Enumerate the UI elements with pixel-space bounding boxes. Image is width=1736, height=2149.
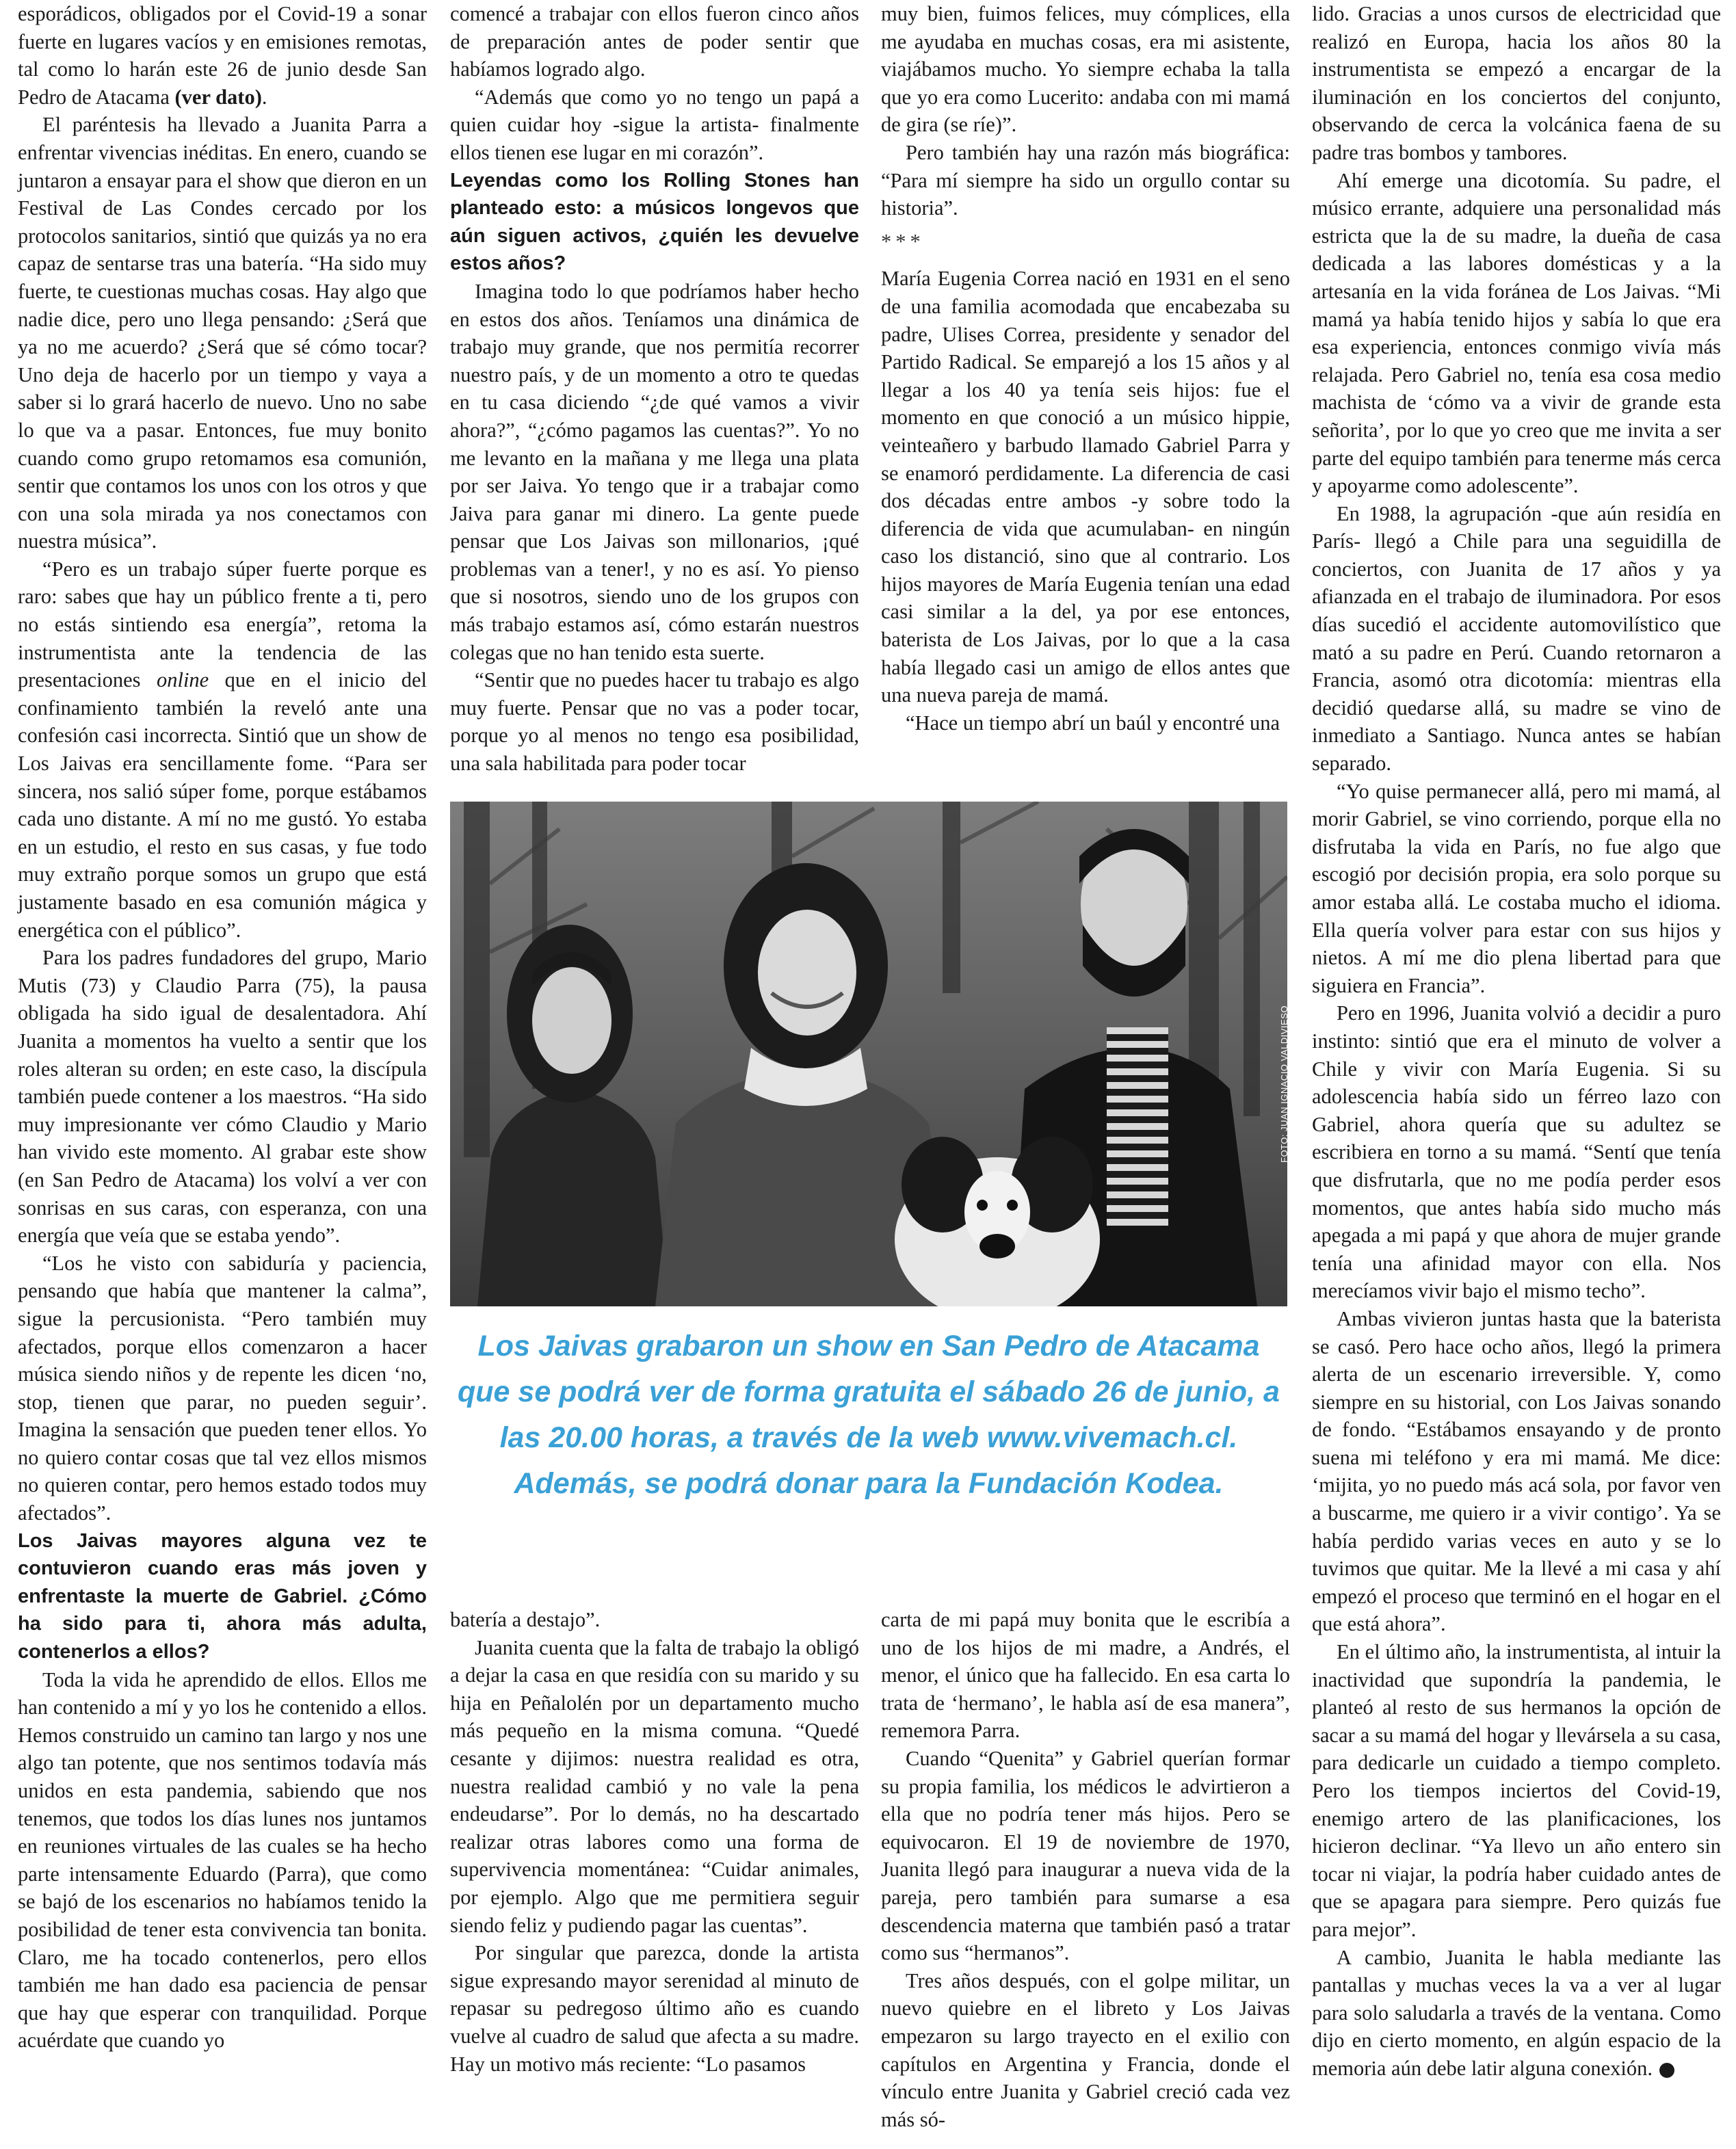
interview-question	[450, 167, 859, 278]
text-run: María Eugenia Correa nació en 1931 en el seno de una familia acomodada que encabezaba su padre, Ulises Correa, presidente y senador del Partido Radical. Se emparejó a los 15 años y al llegar a los 40 ya tenía seis hijos: fue el momento en que conoció a un músico hippie, veinteañero y barbudo llamado Gabriel Parra y se enamoró perdidamente. La diferencia de casi dos décadas entre ambos -y sobre todo la diferencia de vida que acumulaban- en ningún caso los distanció, sino que al contrario. Los hijos mayores de María Eugenia tenían una edad casi similar a la del, ya por ese entonces, baterista de Los Jaivas, por lo que a la casa había llegado casi un amigo de ellos antes que una nueva pareja de mamá.	[881, 267, 1290, 707]
article-paragraph	[881, 0, 1290, 139]
article-paragraph	[450, 0, 859, 83]
article-paragraph	[450, 83, 859, 167]
photo-caption: Los Jaivas grabaron un show en San Pedro de Atacama que se podrá ver de forma gratuita el sábado 26 de junio, a las 20.00 horas, a través de la web www.vivemach.cl. Además, se podrá donar para la Fundación Kodea.	[458, 1330, 1280, 1500]
text-run: “Los he visto con sabiduría y paciencia, pensando que había que mantener la calma”, sigue la percusionista. “Pero también muy afectados, porque ellos comenzaron a hacer música siendo niños y de repente les dicen ‘no, stop, tienen que parar, no pueden seguir’. Imagina la sensación que pueden tener ellos. Yo no quiero contar cosas que tal vez ellos mismos no quieren contar, pero hemos estado todos muy afectados”.	[18, 1251, 427, 1525]
text-run: En el último año, la instrumentista, al intuir la inactividad que supondría la pandemia, le planteó al resto de sus hermanos la opción de sacar a su mamá del hogar y llevársela a su casa, para dedicarle un cuidado a tiempo completo. Pero los tiempos inciertos del Covid-19, enemigo artero de las planificaciones, los hicieron declinar. “Ya llevo un año entero sin tocar ni viajar, la podría haber cuidado antes de que se apagara para siempre. Pero quizás fue para mejor”.	[1312, 1640, 1721, 1941]
article-paragraph	[450, 1634, 859, 1940]
article-column-4	[1312, 0, 1721, 2083]
text-run: online	[156, 668, 209, 692]
article-paragraph	[881, 139, 1290, 222]
article-paragraph	[450, 1939, 859, 2078]
text-run: Juanita cuenta que la falta de trabajo la obligó a dejar la casa en que residía con su marido y su hija en Peñalolén por un departamento mucho más pequeño en la misma comuna. “Quedé cesante y dijimos: nuestra realidad es otra, nuestra realidad cambió y no vale la pena endeudarse”. Por lo demás, no ha descartado realizar otras labores como una forma de supervivencia momentánea: “Cuidar animales, por ejemplo. Algo que me permitiera seguir siendo feliz y pudiendo pagar las cuentas”.	[450, 1635, 859, 1937]
text-run: “Hace un tiempo abrí un baúl y encontré una	[906, 711, 1280, 735]
text-run: “Pero es un trabajo súper fuerte porque es raro: sabes que hay un público frente a ti, pero no estás sintiendo esa energía”, retoma la instrumentista ante la tendencia de las presentaciones	[18, 557, 427, 692]
text-run: esporádicos, obligados por el Covid-19 a sonar fuerte en lugares vacíos y en emisiones remotas, tal como lo harán este 26 de junio desde San Pedro de Atacama	[18, 2, 427, 109]
article-paragraph	[881, 709, 1290, 737]
article-column-2-bottom	[450, 1606, 859, 2078]
text-run: (ver dato)	[174, 85, 262, 109]
text-run: A cambio, Juanita le habla mediante las pantallas y muchas veces la va a ver al lugar para solo saludarla a través de la ventana. Como dijo en cierto momento, en algún espacio de la memoria aún debe latir alguna conexión.	[1312, 1945, 1721, 2080]
article-paragraph	[1312, 0, 1721, 167]
text-run: comencé a trabajar con ellos fueron cinco años de preparación antes de poder sentir que habíamos logrado algo.	[450, 2, 859, 81]
text-run: ***	[881, 229, 925, 253]
article-paragraph	[881, 228, 1290, 256]
article-paragraph	[881, 1967, 1290, 2134]
article-photo	[450, 802, 1287, 1306]
text-run: Imagina todo lo que podríamos haber hecho en estos dos años. Teníamos una dinámica de trabajo muy grande, que nos permitía recorrer nuestro país, y de un momento a otro te quedas en tu casa diciendo “¿de qué vamos a vivir ahora?”, “¿cómo pagamos las cuentas?”. Yo no me levanto en la mañana y me llega una plata por ser Jaiva. Yo tengo que ir a trabajar como Jaiva para ganar mi dinero. La gente puede pensar que Los Jaivas son millonarios, ¡qué problemas van a tener!, y no es así. Yo pienso que si nosotros, siendo uno de los grupos con más trabajo estamos así, cómo estarán nuestros colegas que no han tenido esta suerte.	[450, 279, 859, 664]
text-run: Toda la vida he aprendido de ellos. Ellos me han contenido a mí y yo los he contenido a ellos. Hemos construido un camino tan largo y nos une algo tan potente, que nos sentimos todavía más unidos en esta pandemia, sabiendo que nos tenemos, que todos los días lunes nos juntamos en reuniones virtuales de las cuales se ha hecho parte intensamente Eduardo (Parra), que como se bajó de los escenarios no habíamos tenido la posibilidad de tener esta convivencia tan bonita. Claro, me ha tocado contenerlos, pero ellos también me han dado esa paciencia de pensar que hay que esperar con tranquilidad. Porque acuérdate que cuando yo	[18, 1667, 427, 2053]
article-column-2-top	[450, 0, 859, 778]
text-run: carta de mi papá muy bonita que le escribía a uno de los hijos de mi madre, a Andrés, el menor, el único que ha fallecido. En esa carta lo trata de ‘hermano’, le habla así de esa manera”, rememora Parra.	[881, 1608, 1290, 1743]
article-paragraph	[1312, 1944, 1721, 2083]
article-paragraph	[881, 1606, 1290, 1745]
text-run: “Sentir que no puedes hacer tu trabajo es algo muy fuerte. Pensar que no vas a poder tocar, porque yo al menos no tengo esa posibilidad, una sala habilitada para poder tocar	[450, 668, 859, 776]
text-run: batería a destajo”.	[450, 1608, 601, 1631]
text-run: Leyendas como los Rolling Stones han planteado esto: a músicos longevos que aún siguen activos, ¿quién les devuelve estos años?	[450, 169, 859, 275]
text-run: que en el inicio del confinamiento también la reveló ante una confesión casi incorrecta. Sintió que un show de Los Jaivas era sencillamente fome. “Para ser sincera, nos salió súper fome, porque estábamos cada uno distante. A mí no me gustó. Yo estaba en un estudio, el resto en sus casas, y fue todo muy extraño porque somos un grupo que está justamente basado en esa comunión mágica y energética con el público”.	[18, 668, 428, 942]
text-run: Los Jaivas mayores alguna vez te contuvieron cuando eras más joven y enfrentaste la muerte de Gabriel. ¿Cómo ha sido para ti, ahora más adulta, contenerlos a ellos?	[18, 1529, 427, 1663]
article-paragraph	[18, 1666, 427, 2055]
text-run: En 1988, la agrupación -que aún residía en París- llegó a Chile para una seguidilla de conciertos, con Juanita de 17 años y ya afianzada en el trabajo de iluminadora. Por esos días sucedió el accidente automovilístico que mató a su padre en Perú. Cuando retornaron a Francia, asomó otra dicotomía: mientras ella decidió quedarse allá, su madre se vino de inmediato a Santiago. Nunca antes se habían separado.	[1312, 501, 1721, 776]
article-paragraph	[18, 1250, 427, 1527]
photo-credit: FOTO: JUAN IGNACIO VALDIVIESO	[1279, 1005, 1289, 1163]
article-column-3-bottom	[881, 1606, 1290, 2133]
article-paragraph	[1312, 778, 1721, 1000]
text-run: lido. Gracias a unos cursos de electricidad que realizó en Europa, hacia los años 80 la instrumentista se empezó a encargar de la iluminación en los conciertos del conjunto, observando de cerca la volcánica faena de su padre tras bombos y tambores.	[1312, 2, 1721, 164]
article-paragraph	[450, 1606, 859, 1634]
text-run: Cuando “Quenita” y Gabriel querían formar su propia familia, los médicos le advirtieron a ella que no podría tener más hijos. Pero se equivocaron. El 19 de noviembre de 1970, Juanita llegó para inaugurar a nueva vida de la pareja, pero también para sumarse a esa descendencia materna que también pasó a tratar como sus “hermanos”.	[881, 1746, 1290, 1965]
article-paragraph	[450, 278, 859, 666]
text-run: Por singular que parezca, donde la artista sigue expresando mayor serenidad al minuto de repasar su pedregoso último año es cuando vuelve al cuadro de salud que afecta a su madre. Hay un motivo más reciente: “Lo pasamos	[450, 1941, 859, 2076]
article-paragraph	[1312, 1305, 1721, 1638]
text-run: Pero también hay una razón más biográfica: “Para mí siempre ha sido un orgullo contar su historia”.	[881, 140, 1290, 220]
text-run: “Además que como yo no tengo un papá a quien cuidar hoy -sigue la artista- finalmente ellos tienen ese lugar en mi corazón”.	[450, 85, 859, 164]
text-run: Tres años después, con el golpe militar, un nuevo quiebre en el libreto y Los Jaivas empezaron su largo trayecto en el exilio con capítulos en Argentina y Francia, donde el vínculo entre Juanita y Gabriel creció cada vez más só-	[881, 1968, 1290, 2131]
end-mark-icon: D	[1659, 2063, 1674, 2078]
article-paragraph	[18, 555, 427, 944]
text-run: “Yo quise permanecer allá, pero mi mamá, al morir Gabriel, se vino corriendo, porque ella no disfrutaba la vida en París, no fue algo que escogió por decisión propia, era solo porque su amor estaba allá. Le costaba mucho el idioma. Ella quería volver para estar con sus hijos y nietos. A mí me dio plena libertad para que siguiera en Francia”.	[1312, 779, 1721, 997]
text-run: Ahí emerge una dicotomía. Su padre, el músico errante, adquiere una personalidad más estricta que la de su madre, la dueña de casa dedicada a las labores domésticas y a la artesanía en la vida foránea de Los Jaivas. “Mi mamá ya había tenido hijos y sabía lo que era esa experiencia, entonces conmigo vivía más relajada. Pero Gabriel no, tenía esa cosa medio machista de ‘cómo va a vivir de grande esta señorita’, por lo que yo creo que me invita a ser parte del equipo también para tenerme más cerca y apoyarme como adolescente”.	[1312, 168, 1721, 498]
article-paragraph	[18, 944, 427, 1250]
article-paragraph	[1312, 167, 1721, 500]
text-run: Pero en 1996, Juanita volvió a decidir a puro instinto: sintió que era el minuto de volver a Chile y vivir con María Eugenia. Si su adolescencia había sido un férreo lazo con Gabriel, ahora quería que su adultez se escribiera en torno a su mamá. “Sentí que tenía que disfrutarla, que no me podía perder esos momentos, que antes había sido mucho más apegada a mi papá y que ahora de mujer grande tenía una afinidad mayor con ella. Nos merecíamos vivir bajo el mismo techo”.	[1312, 1001, 1721, 1303]
text-run: Ambas vivieron juntas hasta que la baterista se casó. Pero hace ocho años, llegó la primera alerta de un escenario irreversible. Y, como siempre en su historial, con Los Jaivas sonando de fondo. “Estábamos ensayando y de pronto suena mi teléfono y era mi mamá. Me dice: ‘mijita, yo no puedo más acá sola, por favor ven a buscarme, me quiero ir a vivir contigo’. Ya se había perdido varias veces en auto y se lo tuvimos que quitar. Me la llevé a mi casa y ahí empezó el proceso que terminó en el hogar en el que está ahora”.	[1312, 1306, 1721, 1636]
interview-question	[18, 1527, 427, 1666]
article-paragraph	[1312, 500, 1721, 778]
article-paragraph	[881, 265, 1290, 709]
article-column-3-top	[881, 0, 1290, 737]
article-paragraph	[1312, 999, 1721, 1305]
article-paragraph	[18, 0, 427, 111]
article-paragraph	[1312, 1638, 1721, 1944]
text-run: muy bien, fuimos felices, muy cómplices, ella me ayudaba en muchas cosas, era mi asistente, viajábamos mucho. Yo siempre echaba la talla que yo era como Lucerito: andaba con mi mamá de gira (se ríe)”.	[881, 2, 1290, 137]
text-run: .	[261, 85, 267, 109]
photo-illustration	[450, 802, 1287, 1306]
article-paragraph	[18, 111, 427, 555]
text-run: Para los padres fundadores del grupo, Mario Mutis (73) y Claudio Parra (75), la pausa obligada ha sido igual de desalentadora. Ahí Juanita a momentos ha vuelto a sentir que los roles alteran su orden; en este caso, la discípula también puede contener a los maestros. “Ha sido muy impresionante ver cómo Claudio y Mario han vivido este momento. Al grabar este show (en San Pedro de Atacama) los volví a ver con sonrisas en sus caras, con esperanza, con una energía que veía que se estaba yendo”.	[18, 946, 427, 1248]
article-column-1	[18, 0, 427, 2055]
text-run: El paréntesis ha llevado a Juanita Parra a enfrentar vivencias inéditas. En enero, cuando se juntaron a ensayar para el show que dieron en un Festival de Las Condes cercado por los protocolos sanitarios, sintió que quizás ya no era capaz de sentarse tras una batería. “Ha sido muy fuerte, te cuestionas muchas cosas. Hay algo que nadie dice, pero uno llega pensando: ¿Será que ya no me acuerdo? ¿Será que sé cómo tocar? Uno deja de hacerlo por un tiempo y vaya a saber si lo grará hacerlo de nuevo. Uno no sabe lo que va a pasar. Entonces, fue muy bonito cuando como grupo retomamos esa comunión, sentir que contamos los unos con los otros y que con una sola mirada ya nos conectamos con nuestra música”.	[18, 113, 427, 553]
article-paragraph	[450, 666, 859, 777]
article-paragraph	[881, 1745, 1290, 1967]
